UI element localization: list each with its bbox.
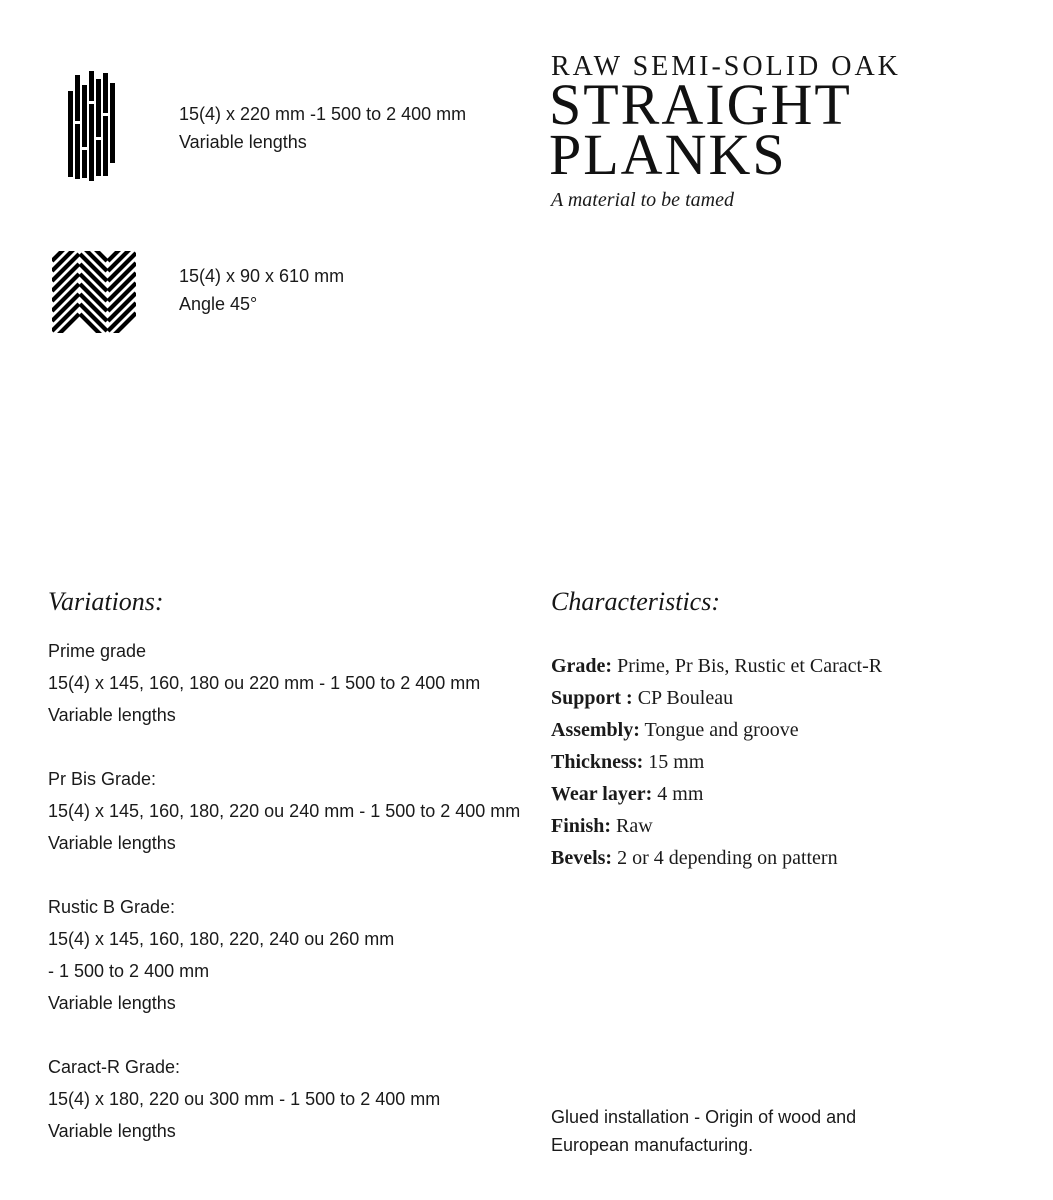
variation-caract-r-title: Caract-R Grade: <box>48 1057 181 1077</box>
char-row-thickness <box>551 746 1021 778</box>
char-row-assembly <box>551 714 1021 746</box>
char-value: 2 or 4 depending on pattern <box>617 847 838 869</box>
variations-heading: Variations: <box>48 587 164 616</box>
char-row-wear-layer <box>551 778 1021 810</box>
char-row-finish <box>551 810 1021 842</box>
variation-pr-bis-title: Pr Bis Grade: <box>48 769 157 789</box>
variation-caract-r-note: Variable lengths <box>48 1121 176 1141</box>
straight-planks-icon <box>67 71 119 181</box>
char-label: Bevels: <box>551 847 613 869</box>
char-row-grade <box>551 650 1021 682</box>
pattern-chevron-text <box>179 262 344 318</box>
characteristics-list <box>551 650 1021 874</box>
char-row-support <box>551 682 1021 714</box>
installation-footnote <box>551 1103 891 1159</box>
pattern-straight-dimensions: 15(4) x 220 mm -1 500 to 2 400 mm <box>179 104 467 124</box>
variation-rustic <box>48 891 518 1019</box>
characteristics-heading: Characteristics: <box>551 587 720 616</box>
variation-caract-r <box>48 1051 518 1147</box>
char-label: Thickness: <box>551 751 644 773</box>
footnote-line1: Glued installation - Origin of wood and <box>551 1107 857 1127</box>
title-kicker: RAW SEMI-SOLID OAK <box>551 51 901 82</box>
page-subtitle: A material to be tamed <box>551 189 734 211</box>
variation-rustic-title: Rustic B Grade: <box>48 897 176 917</box>
char-label: Grade: <box>551 655 613 677</box>
char-value: Tongue and groove <box>644 719 799 741</box>
char-label: Finish: <box>551 815 612 837</box>
char-value: CP Bouleau <box>637 687 734 709</box>
variation-pr-bis-note: Variable lengths <box>48 833 176 853</box>
char-value: Prime, Pr Bis, Rustic et Caract-R <box>617 655 883 677</box>
char-label: Assembly: <box>551 719 640 741</box>
pattern-straight-note: Variable lengths <box>179 132 307 152</box>
char-label: Support : <box>551 687 633 709</box>
variation-rustic-note: Variable lengths <box>48 993 176 1013</box>
char-value: Raw <box>616 815 653 837</box>
char-value: 15 mm <box>648 751 705 773</box>
variation-pr-bis <box>48 763 521 859</box>
variation-caract-r-dimensions: 15(4) x 180, 220 ou 300 mm - 1 500 to 2 400 mm <box>48 1089 441 1109</box>
pattern-chevron-note: Angle 45° <box>179 294 258 314</box>
page-title-line2: PLANKS <box>549 122 787 187</box>
variations-list <box>48 635 521 1179</box>
char-value: 4 mm <box>657 783 704 805</box>
footnote-line2: European manufacturing. <box>551 1135 754 1155</box>
pattern-chevron-dimensions: 15(4) x 90 x 610 mm <box>179 266 345 286</box>
variation-rustic-dimensions: 15(4) x 145, 160, 180, 220, 240 ou 260 mm <box>48 929 395 949</box>
page-title <box>549 72 852 187</box>
variation-rustic-lengths: - 1 500 to 2 400 mm <box>48 961 210 981</box>
chevron-pattern-icon <box>52 251 136 333</box>
variation-prime-dimensions: 15(4) x 145, 160, 180 ou 220 mm - 1 500 to 2 400 mm <box>48 673 481 693</box>
pattern-straight-text <box>179 100 466 156</box>
variation-prime-title: Prime grade <box>48 641 147 661</box>
variation-prime <box>48 635 518 731</box>
char-label: Wear layer: <box>551 783 653 805</box>
variation-pr-bis-dimensions: 15(4) x 145, 160, 180, 220 ou 240 mm - 1 500 to 2 400 mm <box>48 801 521 821</box>
char-row-bevels <box>551 842 1021 874</box>
variation-prime-note: Variable lengths <box>48 705 176 725</box>
page-title-line1: STRAIGHT <box>549 72 852 137</box>
